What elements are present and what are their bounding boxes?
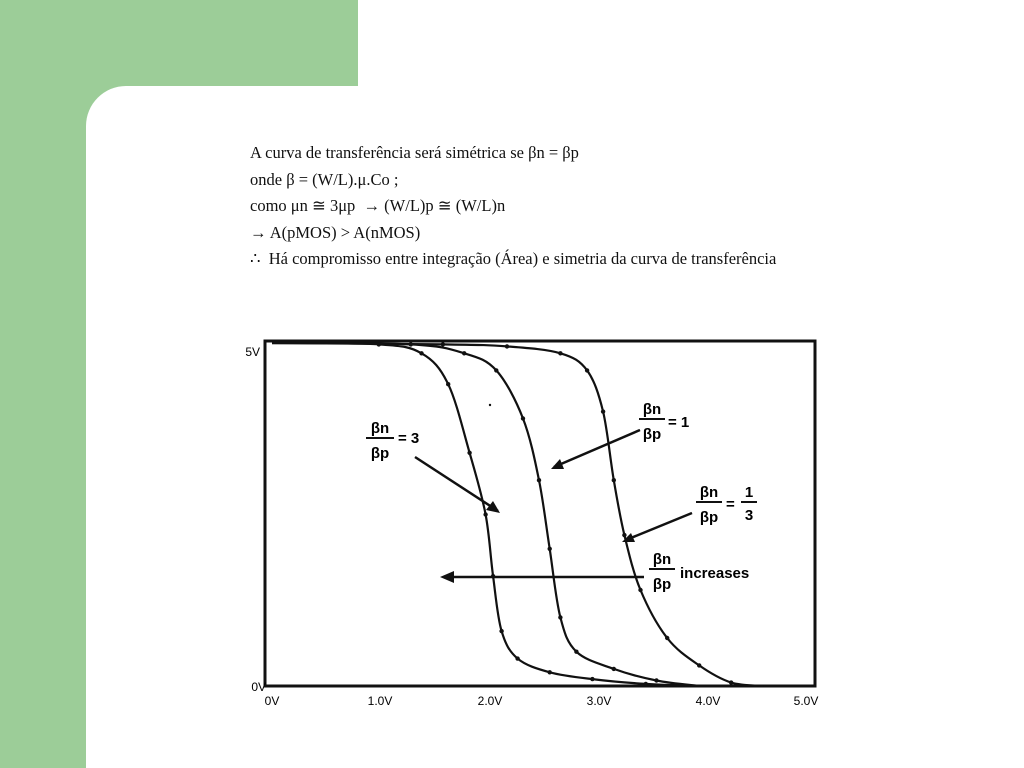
data-point: [622, 533, 626, 537]
y-tick-5v: 5V: [245, 345, 260, 359]
data-point: [548, 670, 552, 674]
annotation-beta-1-3-val-den: 3: [744, 507, 754, 524]
data-point: [515, 656, 519, 660]
x-tick-5: 5.0V: [793, 694, 819, 708]
data-point: [638, 588, 642, 592]
annotation-increases: [649, 551, 749, 593]
annotation-increases-den: βp: [652, 576, 672, 593]
arrow-beta-3: [415, 457, 498, 511]
text-line-2: onde β = (W/L).μ.Co ;: [250, 169, 399, 189]
plot-frame: [265, 341, 815, 686]
data-point: [505, 344, 509, 348]
annotation-beta-3: [366, 420, 419, 462]
annotation-beta-1-3: [696, 484, 757, 526]
white-top-region: [358, 0, 1024, 86]
x-tick-0: 0V: [264, 694, 280, 708]
stray-dot: [489, 404, 491, 406]
green-top-band: [0, 0, 358, 86]
data-point: [558, 615, 562, 619]
data-point: [441, 342, 445, 346]
arrow-beta-1-3: [626, 513, 692, 540]
data-point: [467, 451, 471, 455]
data-point: [697, 663, 701, 667]
annotation-beta-1-value: = 1: [668, 414, 690, 431]
annotation-increases-text: increases: [680, 565, 750, 582]
data-point: [494, 368, 498, 372]
arrowhead-beta-3: [486, 501, 500, 513]
data-point: [729, 680, 733, 684]
annotation-beta-3-num: βn: [370, 420, 390, 437]
data-point: [462, 351, 466, 355]
data-point: [601, 409, 605, 413]
text-line-5: ∴ Há compromisso entre integração (Área) e simetria da curva de transferência: [250, 249, 777, 268]
data-point: [548, 547, 552, 551]
text-block: [250, 140, 950, 273]
annotation-beta-3-value: = 3: [398, 430, 420, 447]
annotation-beta-1-3-eq: =: [726, 496, 735, 513]
x-tick-1: 1.0V: [367, 694, 393, 708]
text-line-3: como μn ≅ 3μp → (W/L)p ≅ (W/L)n: [250, 196, 506, 215]
arrowhead-increases: [440, 571, 454, 583]
data-point: [574, 650, 578, 654]
data-point: [483, 512, 487, 516]
data-point: [612, 667, 616, 671]
data-point: [644, 682, 648, 686]
transfer-curve-chart: [240, 335, 840, 715]
annotation-beta-1-num: βn: [642, 401, 662, 418]
data-point: [521, 416, 525, 420]
data-point: [590, 677, 594, 681]
data-point: [446, 382, 450, 386]
annotation-beta-1: [639, 401, 689, 443]
annotation-beta-1-3-den: βp: [699, 509, 719, 526]
text-line-1: A curva de transferência será simétrica se βn = βp: [250, 143, 579, 162]
x-tick-3: 3.0V: [586, 694, 612, 708]
y-tick-0v: 0V: [251, 680, 266, 694]
data-point: [654, 678, 658, 682]
annotation-beta-3-den: βp: [370, 445, 390, 462]
annotation-beta-1-3-num: βn: [699, 484, 719, 501]
data-point: [499, 629, 503, 633]
text-line-4: → A(pMOS) > A(nMOS): [250, 222, 421, 242]
x-tick-2: 2.0V: [477, 694, 503, 708]
series-beta-3: [272, 342, 699, 686]
data-point: [419, 351, 423, 355]
data-point: [612, 478, 616, 482]
data-point: [558, 351, 562, 355]
arrow-beta-1: [554, 430, 640, 467]
data-point: [537, 478, 541, 482]
annotation-increases-num: βn: [652, 551, 672, 568]
annotation-beta-1-3-val-num: 1: [744, 484, 754, 501]
data-point: [585, 368, 589, 372]
data-point: [665, 636, 669, 640]
annotation-beta-1-den: βp: [642, 426, 662, 443]
x-tick-4: 4.0V: [695, 694, 721, 708]
